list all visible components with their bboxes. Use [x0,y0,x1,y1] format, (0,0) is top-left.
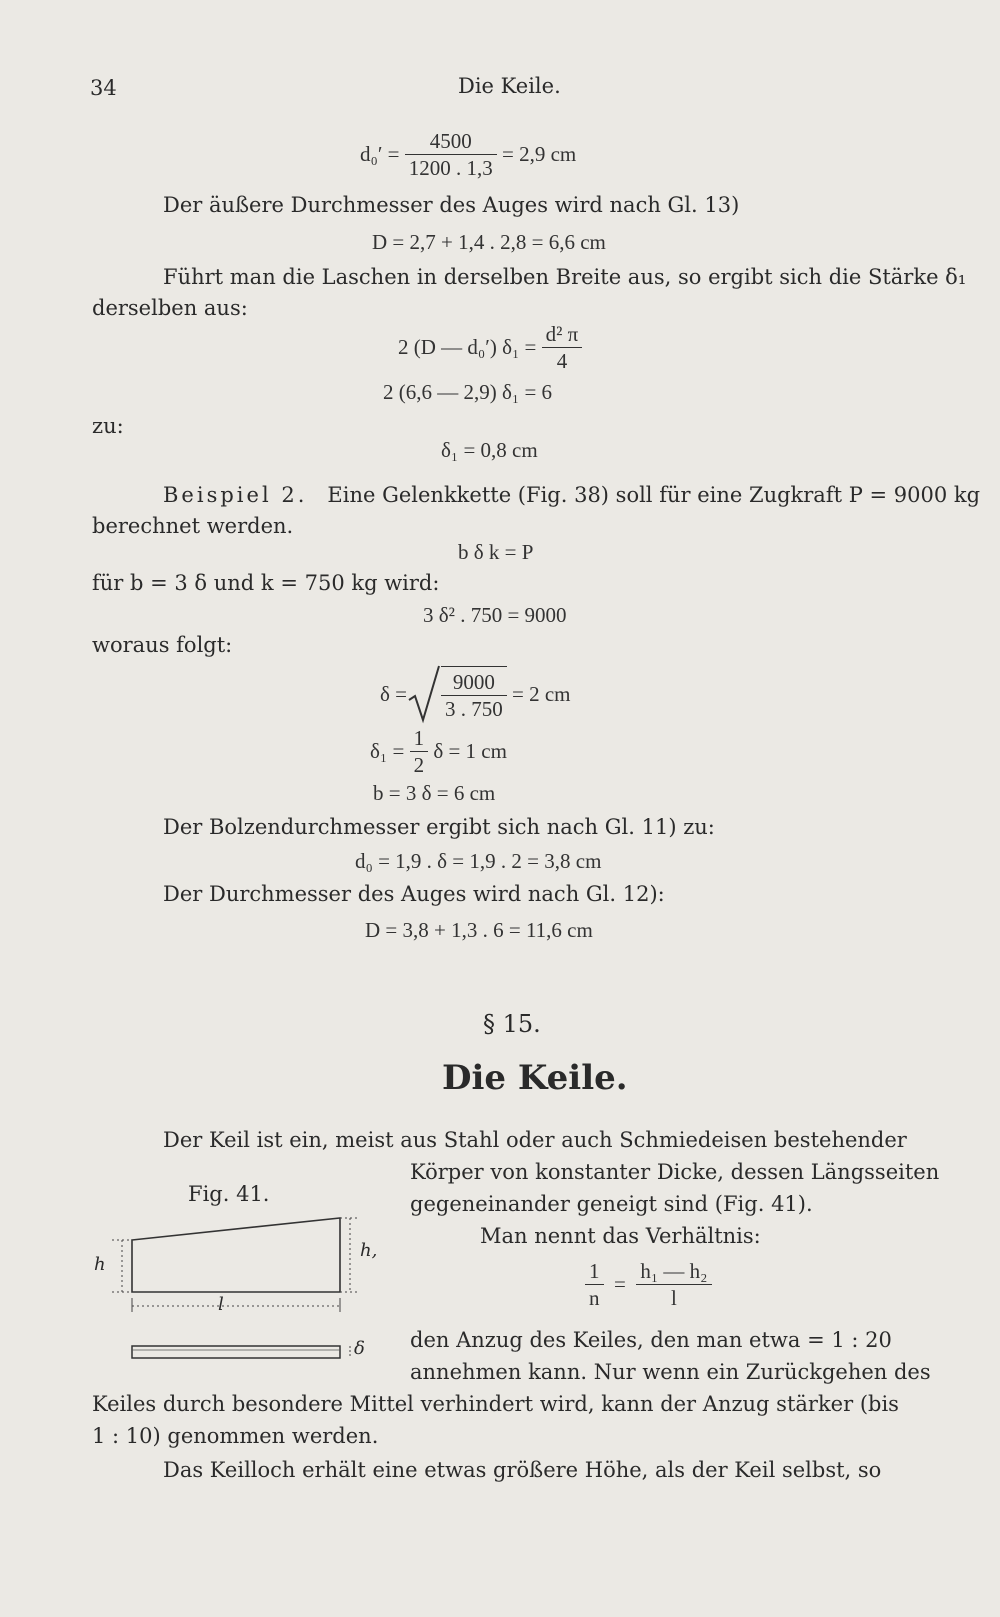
numerator: 1 [410,725,429,752]
equation: D = 3,8 + 1,3 . 6 = 11,6 cm [365,918,593,942]
paragraph-text: für b = 3 δ und k = 750 kg wird: [92,571,440,595]
fraction [410,725,429,778]
eq-rhs: = 2 cm [512,681,571,706]
text-line: Eine Gelenkkette (Fig. 38) soll für eine Zugkraft P = 9000 kg [327,483,981,507]
equation-d0 [360,128,576,181]
eq-rhs: = 2,9 cm [502,142,577,166]
equation: d₀ = 1,9 . δ = 1,9 . 2 = 3,8 cm [355,849,602,873]
paragraph-text: den Anzug des Keiles, den man etwa = 1 : 20 [410,1328,892,1352]
denominator: l [671,1286,677,1310]
paragraph-text: gegeneinander geneigt sind (Fig. 41). [410,1192,813,1216]
text-line: Führt man die Laschen in derselben Breite aus, so ergibt sich die Stärke δ₁ [163,265,967,289]
equation-delta1 [370,725,507,778]
paragraph-text: Der Durchmesser des Auges wird nach Gl. 12): [163,882,665,906]
label-h1: h, [360,1240,378,1261]
example-heading [163,483,981,507]
equation: 2 (6,6 — 2,9) δ₁ = 6 [383,380,553,404]
equation: 3 δ² . 750 = 9000 [423,603,567,627]
numerator: 4500 [405,128,497,155]
denominator: 2 [413,753,425,777]
paragraph-text: 1 : 10) genommen werden. [92,1424,379,1448]
wedge-top-view [132,1346,340,1358]
numerator: d² π [542,321,583,348]
sqrt-sign-icon [407,664,441,724]
section-title: Die Keile. [442,1058,628,1098]
wedge-side-view [132,1218,340,1292]
paragraph-text: woraus folgt: [92,633,233,657]
fraction [636,1258,711,1311]
eq-rhs: δ = 1 cm [433,739,507,763]
equation-root [380,664,571,724]
denominator: n [589,1286,600,1310]
figure-caption: Fig. 41. [188,1182,270,1206]
paragraph-text: Der äußere Durchmesser des Auges wird nach Gl. 13) [163,193,740,217]
fraction [405,128,497,181]
paragraph-text: Der Bolzendurchmesser ergibt sich nach Gl. 11) zu: [163,815,715,839]
section-number: § 15. [483,1010,541,1038]
page-number: 34 [90,76,117,100]
numerator: 9000 [441,669,507,696]
paragraph-text: Körper von konstanter Dicke, dessen Längsseiten [410,1160,940,1184]
label-l: l [218,1294,224,1315]
eq-lhs: δ₁ = [370,739,405,763]
equals-sign: = [614,1272,626,1296]
numerator: h₁ — h₂ [636,1258,711,1285]
label-h: h [94,1254,106,1275]
equation-D: D = 2,7 + 1,4 . 2,8 = 6,6 cm [372,230,606,254]
fraction [441,669,507,722]
paragraph-text: berechnet werden. [92,514,294,538]
equation: δ₁ = 0,8 cm [441,438,538,462]
equation-laschen [398,321,582,374]
equation-anzug [585,1258,712,1311]
denominator: 1200 . 1,3 [408,156,493,180]
paragraph-text: Das Keilloch erhält eine etwas größere Höhe, als der Keil selbst, so [163,1458,882,1482]
paragraph-text [163,265,967,289]
label-delta: δ [354,1338,365,1359]
equation: b = 3 δ = 6 cm [373,781,496,805]
denominator: 3 . 750 [445,697,503,721]
eq-lhs: 2 (D — d₀′) δ₁ = [398,335,537,359]
example-label: Beispiel 2. [163,483,308,507]
paragraph-text: zu: [92,414,124,438]
paragraph-text: Keiles durch besondere Mittel verhindert wird, kann der Anzug stärker (bis [92,1392,899,1416]
paragraph-text: annehmen kann. Nur wenn ein Zurückgehen des [410,1360,931,1384]
eq-lhs: δ = [380,681,407,706]
equation: b δ k = P [458,540,534,564]
wedge-figure [100,1210,390,1380]
denominator: 4 [556,349,568,373]
paragraph-text: Man nennt das Verhältnis: [480,1224,761,1248]
paragraph-text: Der Keil ist ein, meist aus Stahl oder auch Schmiedeisen bestehender [163,1128,907,1152]
eq-lhs: d₀′ = [360,142,400,166]
paragraph-text: derselben aus: [92,296,248,320]
running-title: Die Keile. [458,74,561,98]
fraction [542,321,583,374]
radicand [441,666,507,722]
numerator: 1 [585,1258,604,1285]
fraction [585,1258,604,1311]
